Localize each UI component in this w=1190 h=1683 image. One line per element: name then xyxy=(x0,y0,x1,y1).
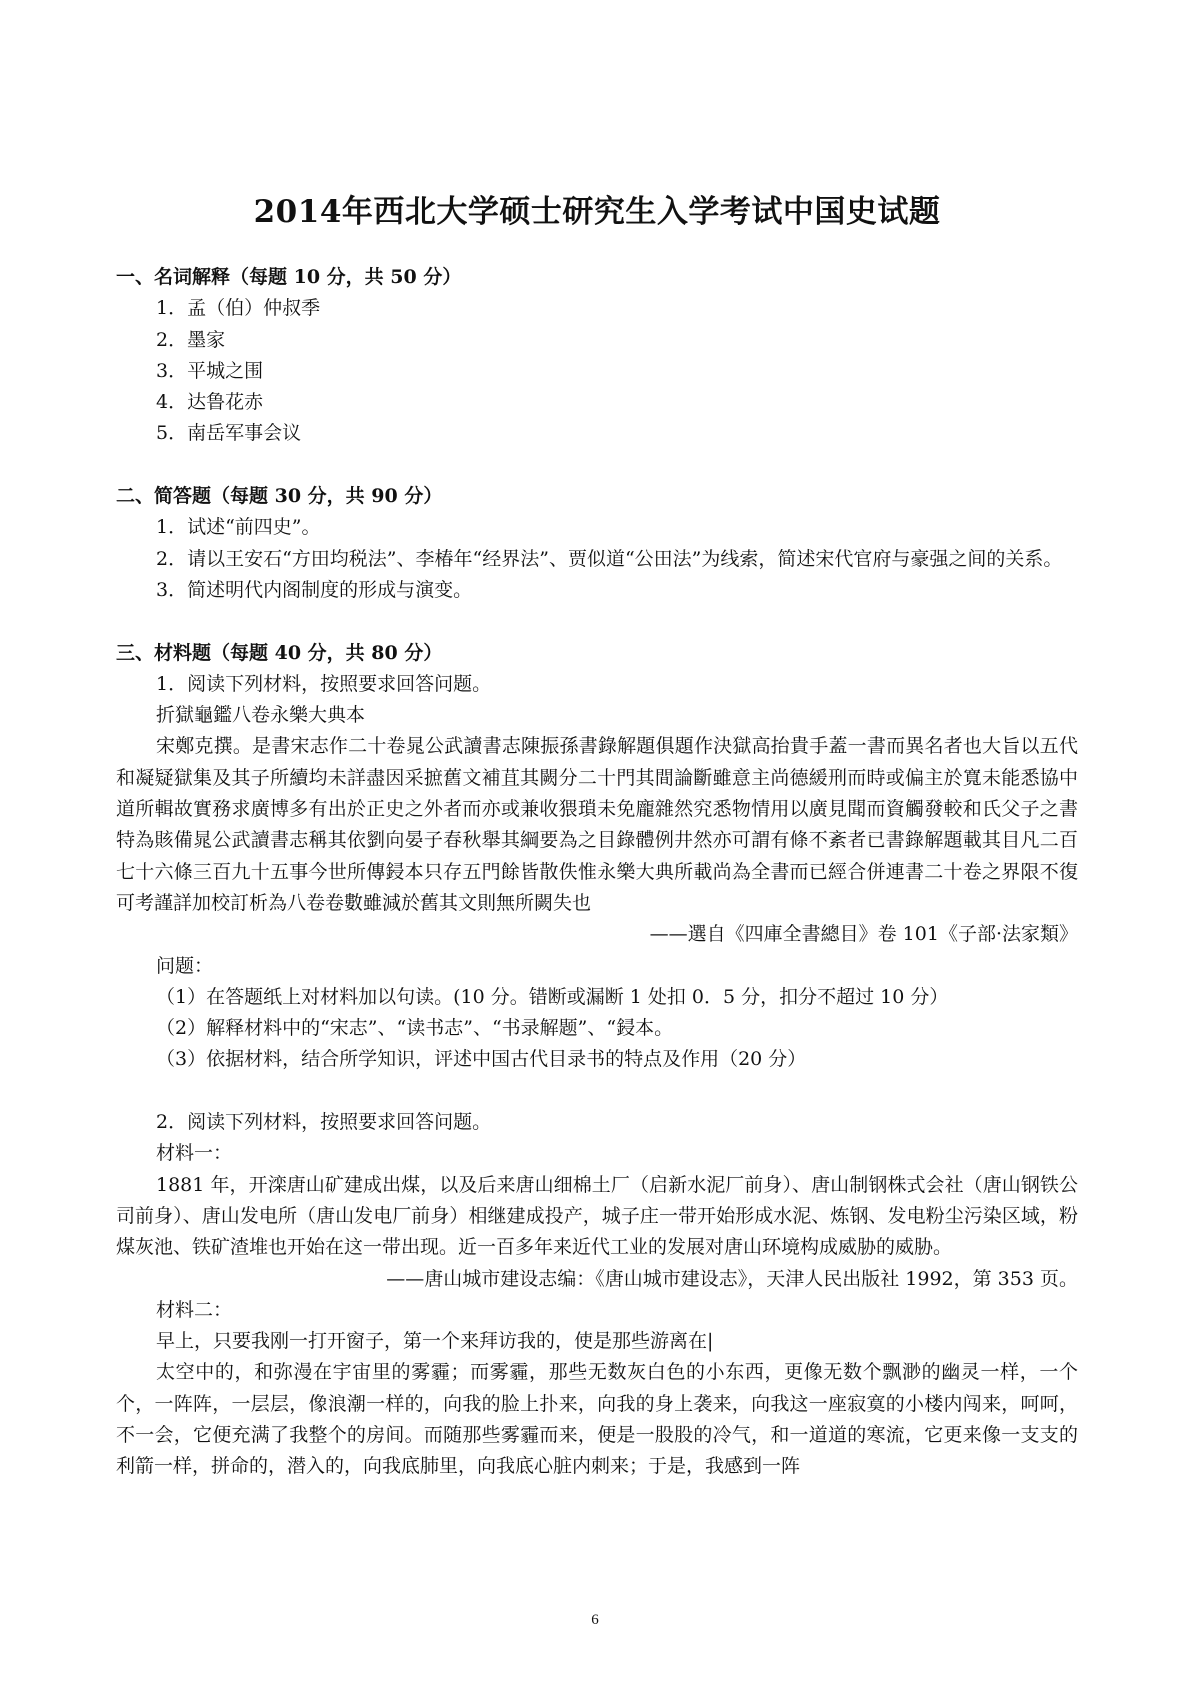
q1-source: ——選自《四庫全書總目》卷 101《子部·法家類》 xyxy=(649,923,1078,946)
section1-item: 2．墨家 xyxy=(156,328,226,351)
section1-item: 3．平城之围 xyxy=(156,359,264,382)
q2-material2-text: 太空中的，和弥漫在宇宙里的雾霾；而雾霾，那些无数灰白色的小东西，更像无数个飘渺的幽灵一样，一个个，一阵阵，一层层，像浪潮一样的，向我的脸上扑来，向我的身上袭来，向我这一座寂寞的小楼内闯来，呵呵，不一会，它便充满了我整个的房间。而随那些雾霾而来，便是一股股的冷气，和一道道的寒流，它更来像一支支的利箭一样，拼命的，潜入的，向我底肺里，向我底心脏内刺来；于是，我感到一阵 xyxy=(116,1361,1078,1478)
q2-material2-line1: 早上，只要我刚一打开窗子，第一个来拜访我的，使是那些游离在| xyxy=(156,1330,714,1353)
section1-item: 4．达鲁花赤 xyxy=(156,391,264,414)
page-number: 6 xyxy=(591,1612,599,1628)
q1-intro: 1．阅读下列材料，按照要求回答问题。 xyxy=(156,672,492,695)
section2-item: 3．简述明代内阁制度的形成与演变。 xyxy=(156,578,473,601)
q1-question: （1）在答题纸上对材料加以句读。(10 分。错断或漏断 1 处扣 0．5 分，扣分不超过 10 分） xyxy=(156,985,949,1008)
section2-item: 2．请以王安石“方田均税法”、李椿年“经界法”、贾似道“公田法”为线索，简述宋代官府与豪强之间的关系。 xyxy=(156,547,1063,570)
section2-item: 1．试述“前四史”。 xyxy=(156,516,321,539)
q1-question: （3）依据材料，结合所学知识，评述中国古代目录书的特点及作用（20 分） xyxy=(156,1048,807,1071)
q2-material1-source: ——唐山城市建设志编：《唐山城市建设志》，天津人民出版社 1992，第 353 页。 xyxy=(386,1267,1078,1290)
q1-passage: 宋鄭克撰。是書宋志作二十卷晁公武讀書志陳振孫書錄解題俱題作決獄高抬貴手蓋一書而異名者也大旨以五代和凝疑獄集及其子所續均未詳盡因采摭舊文補苴其闕分二十門其間論斷雖意主尚德緩刑而時或偏主於寬未能悉協中道所輯故實務求廣博多有出於正史之外者而亦或兼收猥瑣未免龐雜然究悉物情用以廣見聞而資觸發較和氏父子之書特為賅備晁公武讀書志稱其依劉向晏子春秋舉其綱要為之目錄體例井然亦可謂有條不紊者已書錄解題載其目凡二百七十六條三百九十五事今世所傳鋟本只存五門餘皆散佚惟永樂大典所載尚為全書而已經合併連書二十卷之界限不復可考謹詳加校訂析為八卷卷數雖減於舊其文則無所闕失也 xyxy=(116,735,1078,914)
q1-question: （2）解释材料中的“宋志”、“读书志”、“书录解题”、“鋟本。 xyxy=(156,1017,674,1040)
q2-material2-label: 材料二： xyxy=(156,1298,233,1321)
spacer xyxy=(116,606,1078,637)
section1-item: 5．南岳军事会议 xyxy=(156,422,302,445)
exam-body xyxy=(116,262,1078,1483)
page-title: 2014年西北大学硕士研究生入学考试中国史试题 xyxy=(253,194,941,230)
spacer xyxy=(116,450,1078,481)
q2-material1-text: 1881 年，开滦唐山矿建成出煤，以及后来唐山细棉土厂（启新水泥厂前身）、唐山制钢株式会社（唐山钢铁公司前身）、唐山发电所（唐山发电厂前身）相继建成投产，城子庄一带开始形成水泥、炼钢、发电粉尘污染区域，粉煤灰池、铁矿渣堆也开始在这一带出现。近一百多年来近代工业的发展对唐山环境构成威胁的威胁。 xyxy=(116,1173,1078,1259)
section1-heading: 一、名词解释（每题 10 分，共 50 分） xyxy=(116,266,462,288)
q1-question-label: 问题： xyxy=(156,954,214,977)
section1-item: 1．孟（伯）仲叔季 xyxy=(156,297,321,320)
spacer xyxy=(116,1076,1078,1107)
q2-material1-label: 材料一： xyxy=(156,1142,233,1165)
q1-book-title: 折獄龜鑑八卷永樂大典本 xyxy=(156,704,366,727)
section2-heading: 二、简答题（每题 30 分，共 90 分） xyxy=(116,485,443,508)
q2-intro: 2．阅读下列材料，按照要求回答问题。 xyxy=(156,1111,492,1134)
exam-page xyxy=(116,0,1078,1683)
section3-heading: 三、材料题（每题 40 分，共 80 分） xyxy=(116,641,443,664)
